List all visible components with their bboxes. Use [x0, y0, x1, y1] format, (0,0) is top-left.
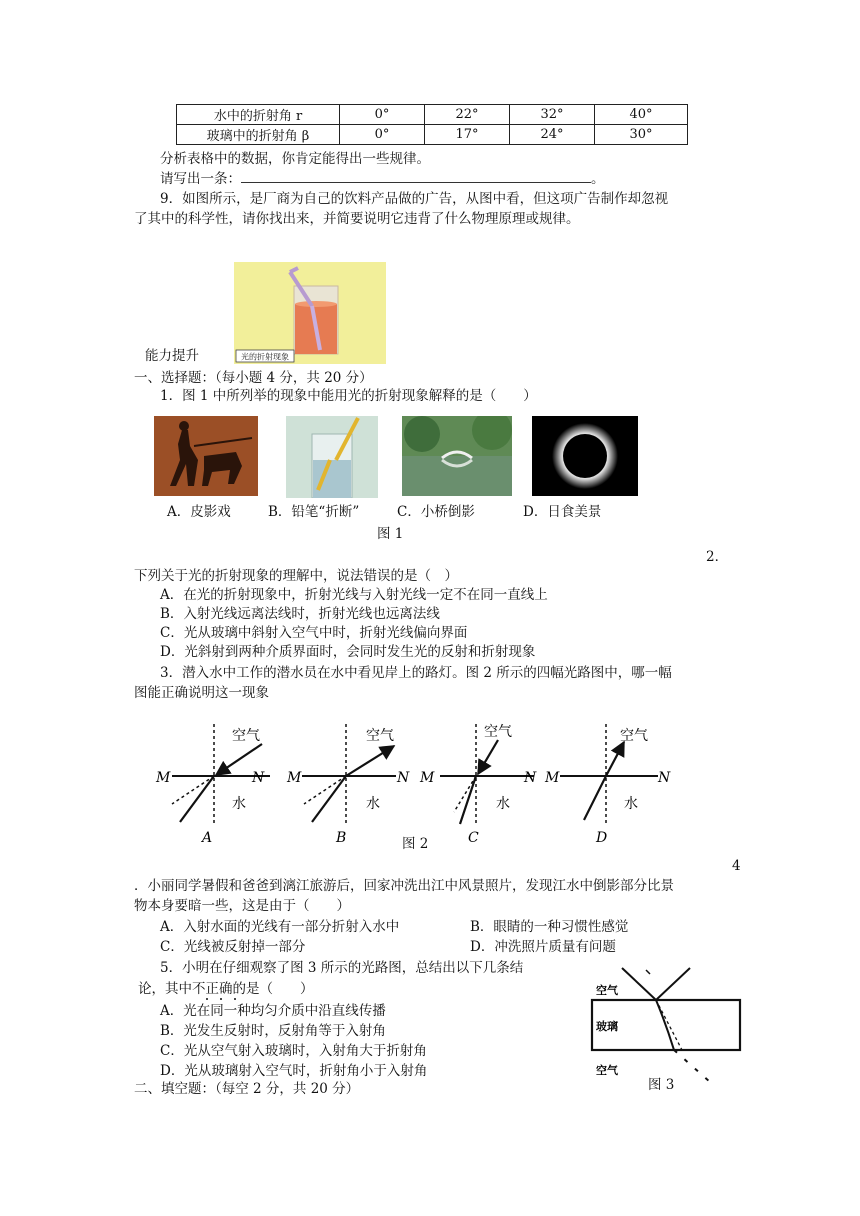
q2-number: 2．: [706, 549, 729, 565]
section-ability: 能力提升: [145, 348, 199, 364]
table-cell: 22°: [425, 105, 510, 125]
q4-option-d: D．冲洗照片质量有问题: [470, 939, 616, 955]
label-a: A: [202, 830, 213, 846]
label-m: M: [420, 770, 435, 786]
label-water: 水: [232, 796, 246, 812]
label-water: 水: [496, 796, 510, 812]
q5-option-b: B．光发生反射时，反射角等于入射角: [160, 1023, 386, 1039]
fig1-label: 图 1: [377, 526, 404, 542]
table-cell: 0°: [340, 125, 425, 145]
table-cell: 玻璃中的折射角 β: [177, 125, 340, 145]
pencil-in-water-photo: [286, 416, 378, 498]
q5-line2: 论，其中不正确的是（ ）: [138, 981, 314, 997]
fig3-label: 图 3: [648, 1077, 675, 1093]
label-water: 水: [366, 796, 380, 812]
q2-stem: 下列关于光的折射现象的理解中，说法错误的是（ ）: [134, 568, 458, 584]
q2-option-c: C．光从玻璃中斜射入空气中时，折射光线偏向界面: [160, 625, 468, 641]
fig2-label: 图 2: [402, 836, 429, 852]
label-n: N: [397, 770, 410, 786]
q4-line1: ．小丽同学暑假和爸爸到漓江旅游后，回家冲洗出江中风景照片，发现江水中倒影部分比景: [134, 878, 674, 894]
label-air: 空气: [366, 728, 394, 744]
answer-blank[interactable]: [241, 170, 591, 183]
table-cell: 水中的折射角 r: [177, 105, 340, 125]
emphasis-dot: [220, 998, 222, 1000]
q2-option-a: A．在光的折射现象中，折射光线与入射光线一定不在同一直线上: [160, 587, 548, 603]
ad-caption: 光的折射现象: [241, 352, 289, 362]
q1-caption-c: C．小桥倒影: [397, 504, 475, 520]
ray-diagram-a: [155, 724, 270, 846]
refraction-angle-table: [176, 104, 688, 145]
fig3-air-bottom-label: 空气: [596, 1064, 618, 1077]
label-d: D: [596, 830, 608, 846]
q4-option-a: A．入射水面的光线有一部分折射入水中: [160, 919, 400, 935]
q9-line1: 9．如图所示，是厂商为自己的饮料产品做的广告，从图中看，但这项广告制作却忽视: [160, 191, 669, 207]
fig3-glass-light-path: [586, 964, 742, 1084]
write-one-line: [160, 170, 605, 188]
label-n: N: [252, 770, 265, 786]
q4-line2: 物本身要暗一些，这是由于（ ）: [134, 898, 350, 914]
q2-option-d: D．光斜射到两种介质界面时，会同时发生光的反射和折射现象: [160, 644, 536, 660]
q4-option-c: C．光线被反射掉一部分: [160, 939, 306, 955]
fig3-glass-label: 玻璃: [596, 1020, 618, 1033]
ray-diagram-c: [419, 723, 537, 846]
emphasis-dot: [206, 998, 208, 1000]
ray-diagram-b: [286, 724, 410, 846]
shadow-puppet-photo: [154, 416, 258, 496]
section1-title: 一、选择题：（每小题 4 分，共 20 分）: [134, 370, 373, 386]
q1-caption-d: D．日食美景: [523, 504, 602, 520]
table-cell: 40°: [595, 105, 688, 125]
q1-caption-a: A．皮影戏: [167, 504, 231, 520]
q3-line2: 图能正确说明这一现象: [134, 685, 269, 701]
drink-ad-image: [234, 262, 386, 364]
label-b: B: [336, 830, 347, 846]
table-cell: 17°: [425, 125, 510, 145]
solar-eclipse-photo: [532, 416, 638, 496]
label-c: C: [468, 830, 479, 846]
q5-option-d: D．光从玻璃射入空气时，折射角小于入射角: [160, 1063, 428, 1079]
q3-line1: 3．潜入水中工作的潜水员在水中看见岸上的路灯。图 2 所示的四幅光路图中，哪一幅: [160, 665, 672, 681]
write-one-label: 请写出一条：: [160, 171, 241, 187]
ray-diagram-d: [544, 724, 671, 846]
label-air: 空气: [484, 724, 512, 740]
label-m: M: [156, 770, 171, 786]
table-row: [177, 105, 688, 125]
label-air: 空气: [232, 728, 260, 744]
label-n: N: [658, 770, 671, 786]
table-cell: 30°: [595, 125, 688, 145]
q9-line2: 了其中的科学性，请你找出来，并简要说明它违背了什么物理原理或规律。: [134, 211, 580, 227]
q5-line1: 5．小明在仔细观察了图 3 所示的光路图，总结出以下几条结: [160, 960, 524, 976]
label-n: N: [524, 770, 537, 786]
q4-number: 4: [732, 858, 741, 874]
label-water: 水: [624, 796, 638, 812]
q5-option-a: A．光在同一种均匀介质中沿直线传播: [160, 1003, 386, 1019]
q4-option-b: B．眼睛的一种习惯性感觉: [470, 919, 629, 935]
label-m: M: [287, 770, 302, 786]
q1-stem: 1．图 1 中所列举的现象中能用光的折射现象解释的是（ ）: [160, 388, 537, 404]
table-cell: 24°: [510, 125, 595, 145]
q2-option-b: B．入射光线远离法线时，折射光线也远离法线: [160, 606, 440, 622]
analyze-text: 分析表格中的数据，你肯定能得出一些规律。: [160, 151, 430, 167]
emphasis-dot: [234, 998, 236, 1000]
q1-caption-b: B．铅笔“折断”: [268, 504, 360, 520]
q5-option-c: C．光从空气射入玻璃时，入射角大于折射角: [160, 1043, 427, 1059]
label-m: M: [545, 770, 560, 786]
bridge-reflection-photo: [402, 416, 512, 496]
section2-title: 二、填空题：（每空 2 分，共 20 分）: [134, 1081, 360, 1097]
write-one-end: 。: [591, 171, 605, 187]
fig3-air-top-label: 空气: [596, 984, 618, 997]
fig2-ray-diagrams: [150, 720, 690, 850]
table-cell: 0°: [340, 105, 425, 125]
label-air: 空气: [620, 728, 648, 744]
table-row: [177, 125, 688, 145]
table-cell: 32°: [510, 105, 595, 125]
